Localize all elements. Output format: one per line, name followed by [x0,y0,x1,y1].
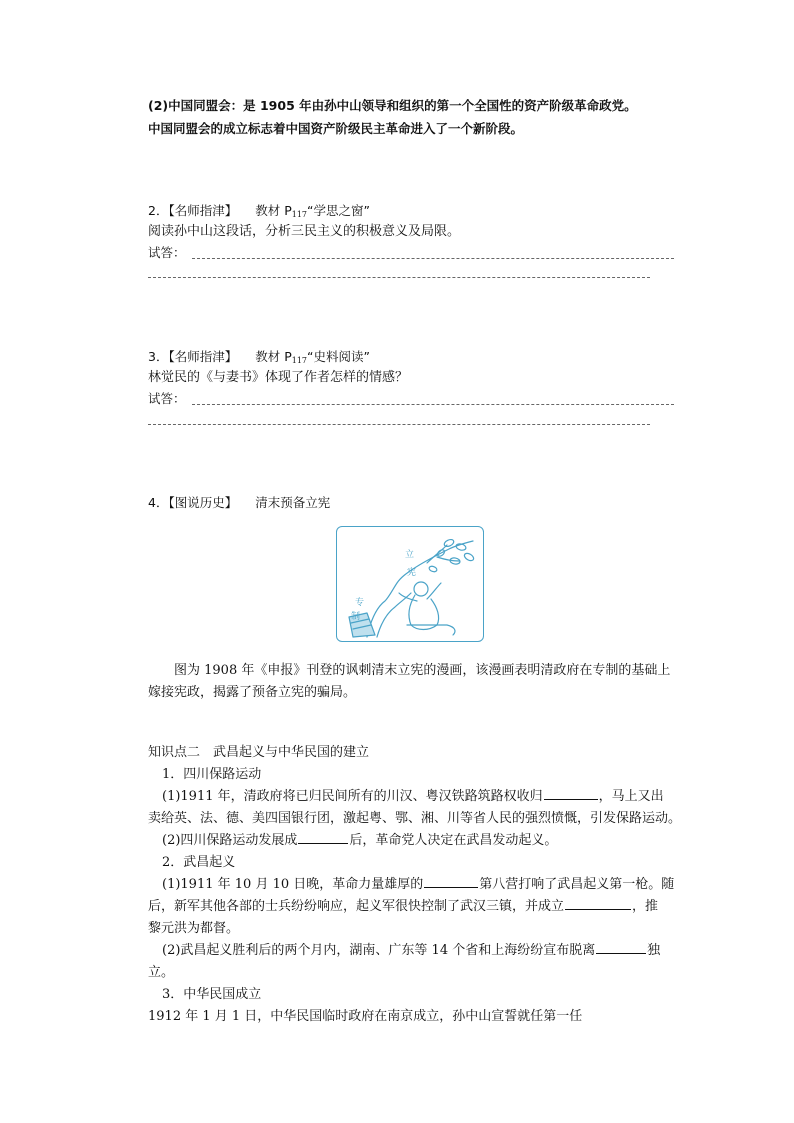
question-text: 林觉民的《与妻书》体现了作者怎样的情感？ [148,370,409,385]
figure-char: 立 [405,550,415,560]
text-segment: ，马上又出 [598,789,664,804]
fill-blank[interactable] [424,875,478,888]
question-tag: 【名师指津】 [168,349,238,364]
section-heading: 知识点二 武昌起义与中华民国的建立 [148,745,370,760]
figure-char: 宪 [407,568,417,578]
answer-line[interactable] [192,404,674,405]
caption-line: 图为 1908 年《申报》刊登的讽刺清末立宪的漫画，该漫画表明清政府在专制的基础上 [174,663,671,678]
section-name: “史料阅读” [307,349,370,364]
question-number: 3． [148,349,169,364]
text-line: 1912 年 1 月 1 日，中华民国临时政府在南京成立，孙中山宣誓就任第一任 [148,1009,583,1024]
text-segment: 后，新军其他各部的士兵纷纷响应，起义军很快控制了武汉三镇，并成立 [148,899,565,914]
section-name: “学思之窗” [307,203,370,218]
fill-blank[interactable] [298,831,348,844]
text-line: (2)中国同盟会：是 1905 年由孙中山领导和组织的第一个全国性的资产阶级革命政党。 [148,98,637,113]
text-segment: ，推 [632,899,659,914]
text-segment: (1)1911 年 10 月 10 日晚，革命力量雄厚的 [162,877,424,892]
text-line: 立。 [148,965,175,980]
fill-blank[interactable] [565,897,631,910]
text-line [162,786,692,808]
text-line [148,896,678,918]
text-segment: (2)武昌起义胜利后的两个月内，湖南、广东等 14 个省和上海纷纷宣布脱离 [162,943,596,958]
subsection-title: 2．武昌起义 [162,855,236,870]
question-tag: 【图说历史】 [168,495,238,510]
question-number: 2． [148,203,169,218]
answer-label: 试答： [148,391,186,406]
text-line: 卖给英、法、德、美四国银行团，激起粤、鄂、湘、川等省人民的强烈愤慨，引发保路运动。 [148,811,682,826]
text-line [162,940,692,962]
figure-char: 制 [351,612,361,622]
textbook-ref: 教材 P [255,203,292,218]
question-tag: 【名师指津】 [168,203,238,218]
fill-blank[interactable] [544,787,598,800]
figure-title: 清末预备立宪 [255,495,331,510]
subsection-title: 3．中华民国成立 [162,987,262,1002]
text-line [162,830,692,852]
answer-label: 试答： [148,245,186,260]
text-line [162,874,692,896]
cartoon-figure [336,526,484,642]
cartoon-illustration [337,527,482,640]
page-subscript: 117 [291,356,308,365]
textbook-ref: 教材 P [255,349,292,364]
page-subscript: 117 [291,210,308,219]
text-line: 中国同盟会的成立标志着中国资产阶级民主革命进入了一个新阶段。 [148,121,524,136]
figure-caption [148,660,678,682]
figure-char: 专 [355,598,365,608]
caption-line: 嫁接宪政，揭露了预备立宪的骗局。 [148,685,357,700]
text-segment: 第八营打响了武昌起义第一枪。随 [479,877,675,892]
text-segment: (1)1911 年，清政府将已归民间所有的川汉、粤汉铁路筑路权收归 [162,789,543,804]
fill-blank[interactable] [596,941,646,954]
text-segment: (2)四川保路运动发展成 [162,833,298,848]
subsection-title: 1．四川保路运动 [162,767,262,782]
answer-line[interactable] [148,277,650,278]
answer-line[interactable] [148,424,650,425]
text-line: 黎元洪为都督。 [148,921,240,936]
text-segment: 独 [647,943,661,958]
question-4-header [148,492,678,515]
question-number: 4． [148,495,169,510]
text-segment: 后，革命党人决定在武昌发动起义。 [349,833,558,848]
answer-line[interactable] [192,258,674,259]
question-text: 阅读孙中山这段话，分析三民主义的积极意义及局限。 [148,224,461,239]
